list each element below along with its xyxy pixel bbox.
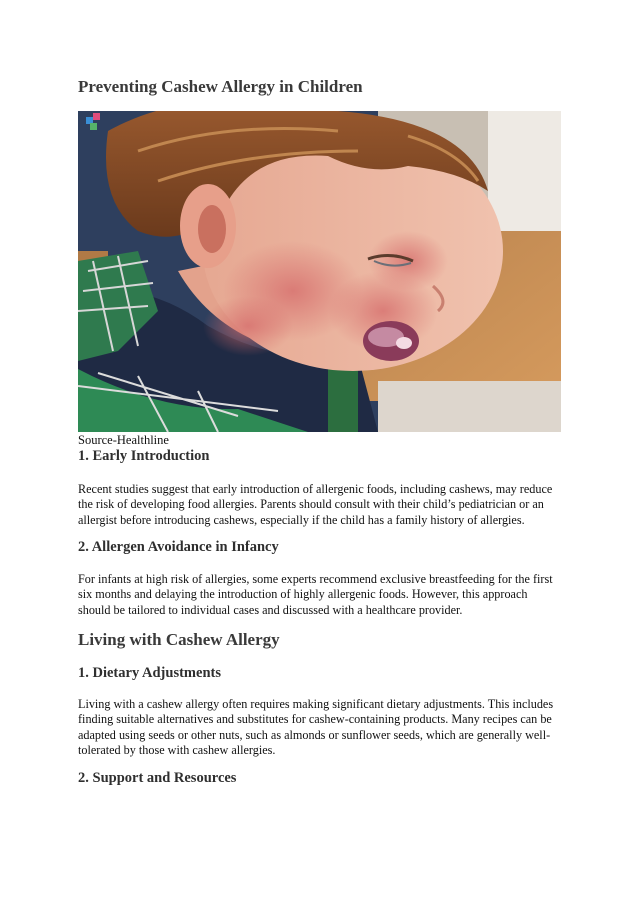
image-caption: Source-Healthline	[78, 433, 169, 447]
section-body-early-introduction: Recent studies suggest that early introduction of allergenic foods, including cashews, may reduce the risk of developing food allergies. Parents should consult with their child’s pediatrician or an allergist before introducing cashews, especially if the child has a family history of allergies.	[78, 482, 553, 527]
section-title-living-with-cashew-allergy: Living with Cashew Allergy	[78, 630, 280, 649]
section-heading-support-and-resources: 2. Support and Resources	[78, 770, 237, 786]
section-heading-allergen-avoidance: 2. Allergen Avoidance in Infancy	[78, 539, 279, 555]
article-photo	[78, 111, 561, 432]
section-heading-dietary-adjustments: 1. Dietary Adjustments	[78, 665, 221, 681]
section-body-allergen-avoidance: For infants at high risk of allergies, some experts recommend exclusive breastfeeding for the first six months and delaying the introduction of highly allergenic foods. However, this approach should be tailored to individual cases and discussed with a healthcare provider.	[78, 572, 553, 617]
section-body-dietary-adjustments: Living with a cashew allergy often requires making significant dietary adjustments. This includes finding suitable alternatives and substitutes for cashew-containing products. Many recipes can be adapted using seeds or other nuts, such as almonds or sunflower seeds, which are generally well-tolerated by those with cashew allergies.	[78, 697, 554, 757]
section-heading-early-introduction: 1. Early Introduction	[78, 448, 210, 464]
page-title: Preventing Cashew Allergy in Children	[78, 77, 363, 96]
